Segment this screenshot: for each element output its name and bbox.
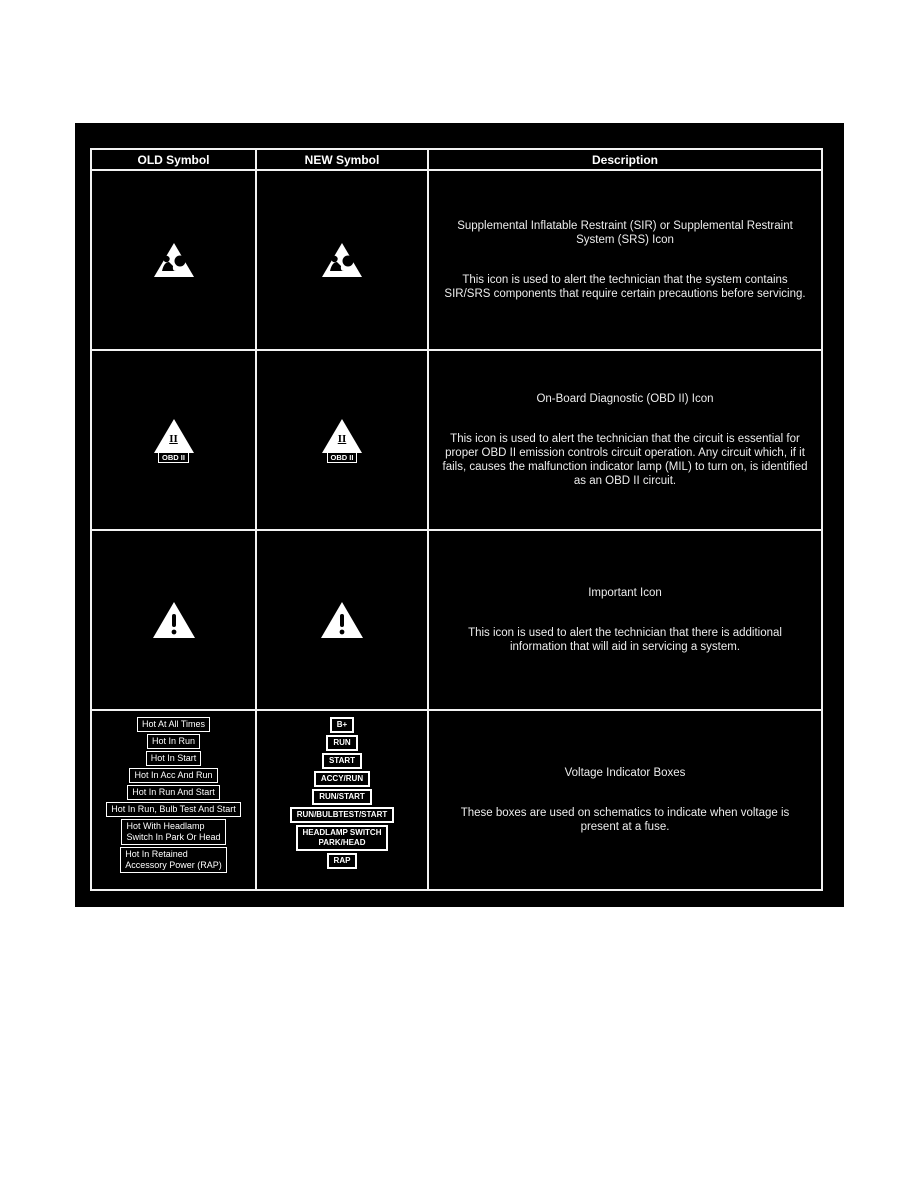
symbol-legend-table [90, 148, 823, 891]
description-title: Important Icon [588, 587, 662, 599]
voltage-box-hot-in-acc-and-run [129, 768, 217, 783]
description-title: Voltage Indicator Boxes [564, 767, 686, 779]
obd2-numeral: II [169, 432, 178, 445]
voltage-box-hot-in-run [147, 734, 200, 749]
obd2-numeral: II [337, 432, 347, 445]
voltage-box-hot-in-retained-accessory-power [120, 847, 227, 873]
voltage-box-hot-at-all-times [137, 717, 210, 732]
obd2-triangle [153, 418, 195, 454]
voltage-box-label: Hot In Run, Bulb Test And Start [111, 804, 236, 814]
voltage-box-label: Hot In Acc And Run [134, 770, 213, 780]
new-symbol-cell-sir [257, 171, 427, 349]
voltage-box-headlamp-switch-park-head [296, 825, 389, 851]
voltage-box-run-bulbtest-start [290, 807, 395, 823]
voltage-box-hot-with-headlamp-switch [121, 819, 225, 845]
new-symbol-cell-obd2 [257, 351, 427, 529]
description-cell-obd2 [429, 351, 821, 529]
description-cell-voltage-boxes [429, 711, 821, 889]
description-body: This icon is used to alert the technician that there is additional information that will aid in servicing a system. [468, 627, 782, 653]
important-warning-triangle-icon [320, 601, 364, 639]
description-body: These boxes are used on schematics to indicate when voltage is present at a fuse. [460, 807, 790, 833]
obd2-warning-triangle-icon [321, 418, 363, 463]
voltage-box-run [326, 735, 357, 751]
voltage-box-label: RUN/START [319, 792, 365, 801]
voltage-box-accy-run [314, 771, 370, 787]
voltage-box-label: Switch In Park Or Head [126, 832, 221, 842]
description-body: This icon is used to alert the technician that the system contains SIR/SRS components that require certain precautions before servicing. [444, 274, 806, 300]
voltage-box-label: B+ [336, 720, 348, 729]
old-symbol-cell-important [92, 531, 255, 709]
voltage-box-run-start [312, 789, 372, 805]
new-symbol-cell-important [257, 531, 427, 709]
voltage-box-label: Hot With Headlamp [126, 821, 205, 831]
sir-warning-triangle-icon [153, 242, 195, 278]
voltage-box-label: Hot In Retained [125, 849, 188, 859]
description-body: This icon is used to alert the technician that the circuit is essential for proper OBD II emission controls circuit operation. Any circuit which, if it fails, causes the malfunction indicator lamp (MIL) to turn on, is identified as an OBD II circuit. [442, 433, 808, 487]
voltage-box-start [322, 753, 362, 769]
voltage-box-label: RAP [333, 856, 351, 865]
description-title: Supplemental Inflatable Restraint (SIR) or Supplemental Restraint System (SRS) Icon [457, 220, 793, 246]
obd2-label: OBD II [327, 452, 358, 463]
description-title: On-Board Diagnostic (OBD II) Icon [536, 393, 714, 405]
header-new-symbol: NEW Symbol [257, 150, 427, 169]
voltage-box-label: PARK/HEAD [318, 838, 366, 847]
voltage-box-label: Hot In Start [150, 753, 197, 763]
voltage-box-label: RUN/BULBTEST/START [296, 810, 388, 819]
old-symbol-cell-voltage-boxes [92, 711, 255, 889]
voltage-box-label: HEADLAMP SWITCH [302, 828, 382, 837]
voltage-box-label: RUN [333, 738, 351, 747]
header-old-symbol: OLD Symbol [92, 150, 255, 169]
old-symbol-cell-sir [92, 171, 255, 349]
description-cell-important [429, 531, 821, 709]
description-cell-sir [429, 171, 821, 349]
obd2-label: OBD II [158, 452, 189, 463]
voltage-box-b-plus [330, 717, 354, 733]
obd2-warning-triangle-icon [153, 418, 195, 463]
voltage-box-hot-in-run-and-start [127, 785, 220, 800]
header-description: Description [429, 150, 821, 169]
voltage-box-rap [327, 853, 358, 869]
sir-warning-triangle-icon [321, 242, 363, 278]
obd2-triangle [321, 418, 363, 454]
voltage-box-label: Hot In Run And Start [132, 787, 215, 797]
voltage-box-label: ACCY/RUN [320, 774, 364, 783]
voltage-box-label: START [328, 756, 356, 765]
important-warning-triangle-icon [152, 601, 196, 639]
voltage-box-label: Hot At All Times [141, 719, 206, 729]
old-symbol-cell-obd2 [92, 351, 255, 529]
voltage-box-label: Accessory Power (RAP) [125, 860, 222, 870]
voltage-box-hot-in-start [146, 751, 202, 766]
symbol-legend-panel [75, 123, 844, 907]
voltage-box-label: Hot In Run [151, 736, 196, 746]
new-symbol-cell-voltage-boxes [257, 711, 427, 889]
voltage-box-hot-in-run-bulb-test-and-start [106, 802, 240, 817]
